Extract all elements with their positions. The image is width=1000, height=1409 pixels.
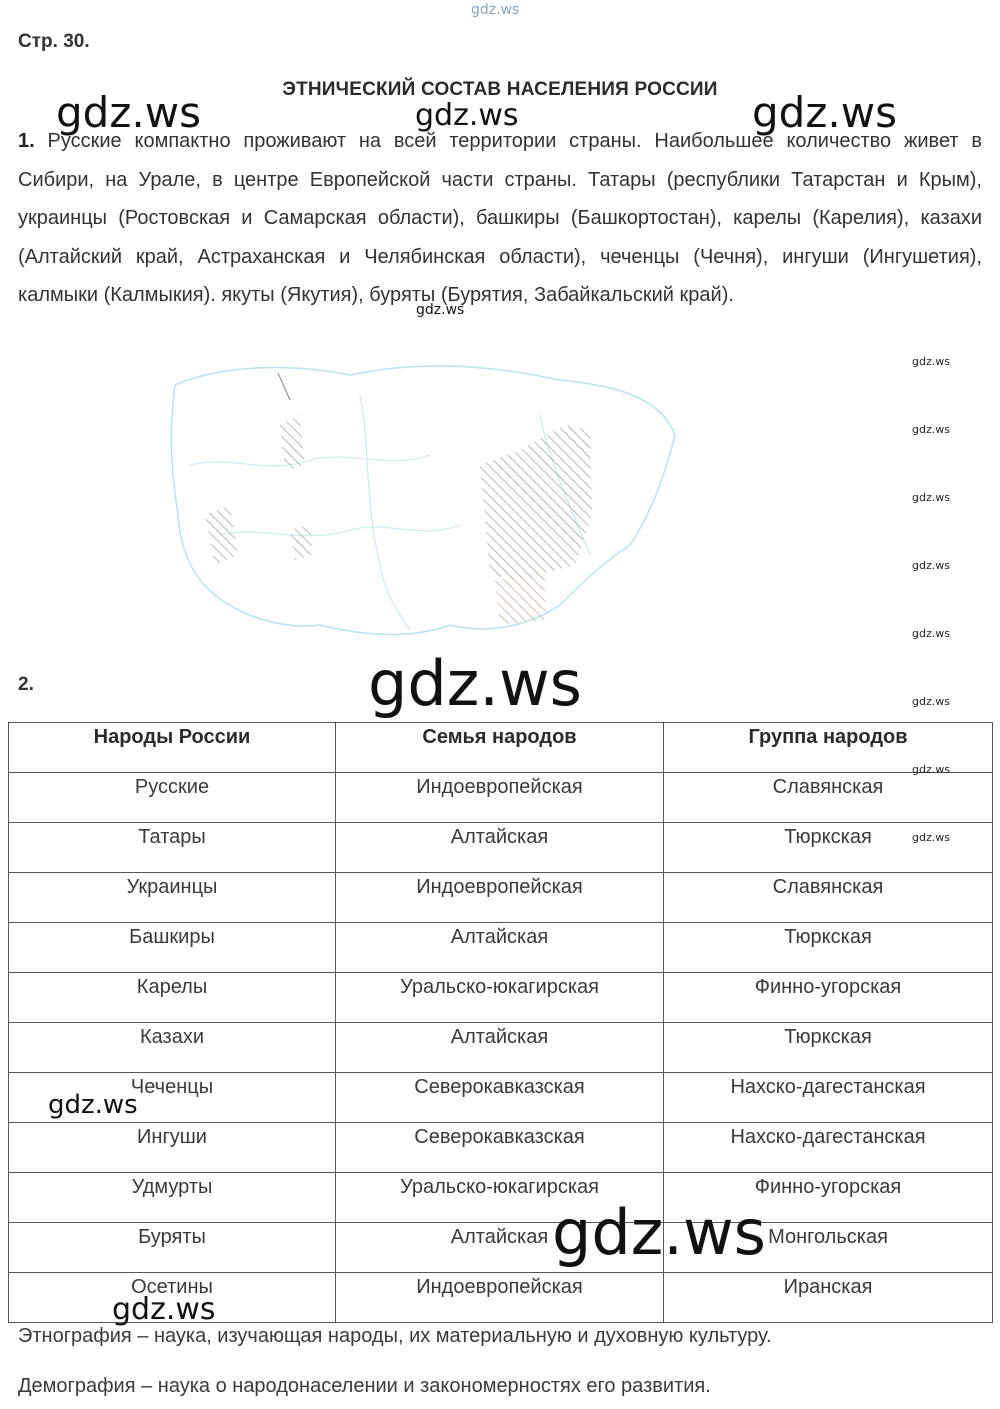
cell-group: Тюркская (664, 823, 993, 873)
cell-family: Алтайская (336, 923, 664, 973)
table-row (9, 873, 993, 923)
cell-family: Северокавказская (336, 1123, 664, 1173)
watermark-side-1: gdz.ws (912, 355, 950, 368)
task-1-paragraph (18, 122, 982, 315)
table-row (9, 973, 993, 1023)
table-row (9, 823, 993, 873)
cell-family: Алтайская (336, 1023, 664, 1073)
cell-people: Русские (9, 773, 336, 823)
cell-people: Карелы (9, 973, 336, 1023)
cell-people: Чеченцы (9, 1073, 336, 1123)
watermark-side-8: gdz.ws (912, 831, 950, 844)
cell-family: Индоевропейская (336, 873, 664, 923)
watermark-top: gdz.ws (471, 2, 520, 18)
cell-group: Нахско-дагестанская (664, 1073, 993, 1123)
header-peoples: Народы России (9, 723, 336, 773)
cell-family: Индоевропейская (336, 1273, 664, 1323)
cell-group: Тюркская (664, 1023, 993, 1073)
cell-people: Осетины (9, 1273, 336, 1323)
cell-family: Индоевропейская (336, 773, 664, 823)
cell-family: Уральско-юкагирская (336, 973, 664, 1023)
hatched-region-volga (290, 525, 312, 560)
peoples-table (8, 722, 993, 1323)
hatched-region-south (495, 570, 545, 625)
watermark-side-5: gdz.ws (912, 627, 950, 640)
cell-family: Алтайская (336, 1223, 664, 1273)
task-1-number: 1. (18, 130, 35, 152)
cell-people: Казахи (9, 1023, 336, 1073)
hatched-region-central (480, 425, 592, 580)
table-row (9, 1073, 993, 1123)
cell-people: Украинцы (9, 873, 336, 923)
table-row (9, 1123, 993, 1173)
watermark-side-2: gdz.ws (912, 423, 950, 436)
page-title: ЭТНИЧЕСКИЙ СОСТАВ НАСЕЛЕНИЯ РОССИИ (282, 79, 718, 100)
table-header-row (9, 723, 993, 773)
table-row (9, 1223, 993, 1273)
cell-people: Татары (9, 823, 336, 873)
header-group: Группа народов (664, 723, 993, 773)
cell-people: Удмурты (9, 1173, 336, 1223)
watermark-2: gdz.ws (415, 98, 519, 133)
cell-people: Буряты (9, 1223, 336, 1273)
watermark-4: gdz.ws (416, 302, 465, 318)
hatched-region-west (205, 505, 238, 565)
watermark-3: gdz.ws (752, 88, 897, 137)
cell-people: Ингуши (9, 1123, 336, 1173)
cell-family: Северокавказская (336, 1073, 664, 1123)
watermark-side-3: gdz.ws (912, 491, 950, 504)
cell-group: Финно-угорская (664, 973, 993, 1023)
definition-ethnography: Этнография – наука, изучающая народы, их материальную и духовную культуру. (18, 1325, 772, 1347)
cell-group: Финно-угорская (664, 1173, 993, 1223)
cell-family: Уральско-юкагирская (336, 1173, 664, 1223)
map-outline (171, 366, 675, 635)
table-row (9, 923, 993, 973)
cell-family: Алтайская (336, 823, 664, 873)
russia-map-image (160, 355, 680, 645)
task-2-number: 2. (18, 674, 34, 695)
watermark-left-1: gdz.ws (48, 1090, 138, 1120)
table-row (9, 1023, 993, 1073)
cell-group: Тюркская (664, 923, 993, 973)
cell-group: Монгольская (664, 1223, 993, 1273)
header-family: Семья народов (336, 723, 664, 773)
task-1-text: Русские компактно проживают на всей территории страны. Наибольшее количество живет в Сибири, на Урале, в центре Европейской части страны. Татары (республики Татарстан и Крым), украинцы (Ростовская и Самарская области), башкиры (Башкортостан), карелы (Карелия), казахи (Алтайский край, Астраханская и Челябинская области), чеченцы (Чечня), ингуши (Ингушетия), калмыки (Калмыкия). якуты (Якутия), буряты (Бурятия, Забайкальский край). (18, 130, 983, 306)
watermark-left-2: gdz.ws (112, 1292, 216, 1327)
cell-group: Славянская (664, 873, 993, 923)
watermark-side-4: gdz.ws (912, 559, 950, 572)
watermark-side-7: gdz.ws (912, 763, 950, 776)
watermark-1: gdz.ws (56, 88, 201, 137)
table-row (9, 773, 993, 823)
watermark-side-6: gdz.ws (912, 695, 950, 708)
cell-group: Нахско-дагестанская (664, 1123, 993, 1173)
cell-group: Славянская (664, 773, 993, 823)
hatched-region-ural (280, 415, 305, 470)
cell-people: Башкиры (9, 923, 336, 973)
watermark-bottom: gdz.ws (552, 1196, 766, 1269)
table-row (9, 1173, 993, 1223)
watermark-center: gdz.ws (368, 647, 582, 720)
definition-demography: Демография – наука о народонаселении и закономерностях его развития. (18, 1375, 711, 1397)
cell-group: Иранская (664, 1273, 993, 1323)
page-reference: Стр. 30. (18, 31, 90, 52)
